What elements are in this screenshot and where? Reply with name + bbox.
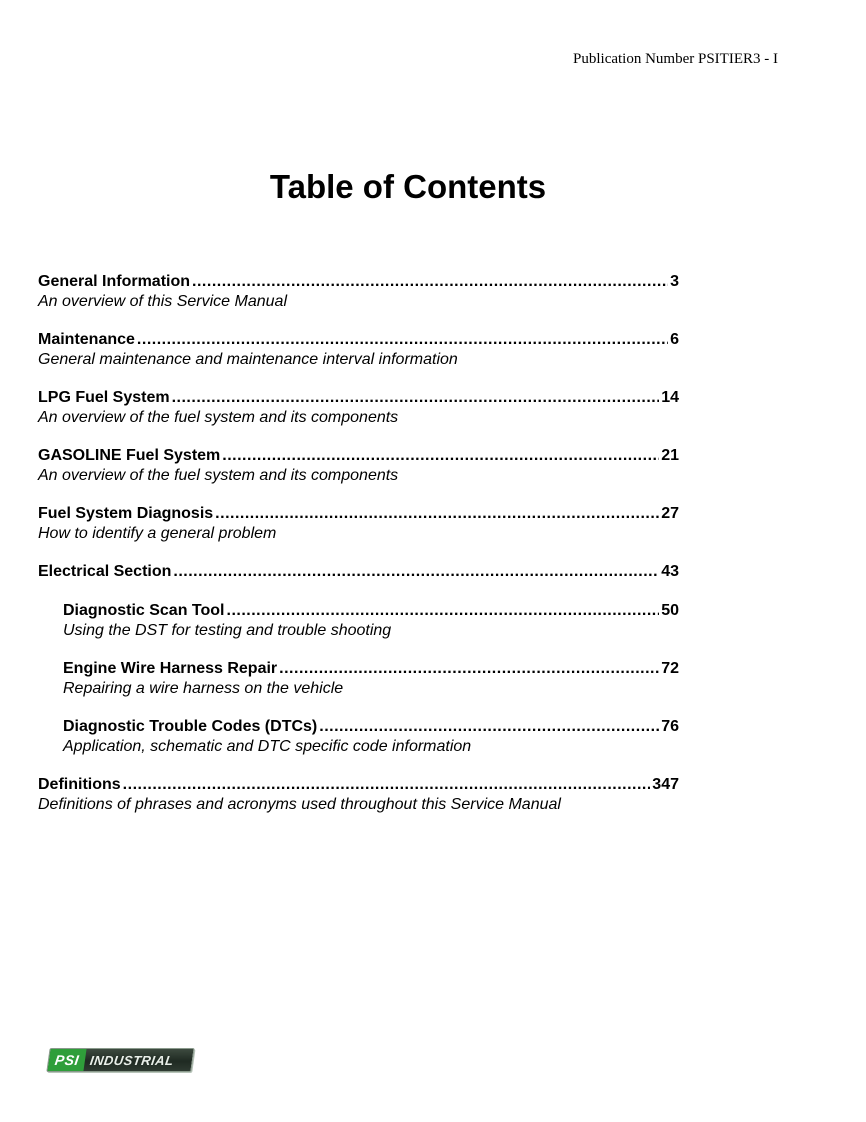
- dot-leader: [192, 272, 668, 292]
- toc-page-number: 43: [661, 563, 679, 580]
- toc-entry-description: Definitions of phrases and acronyms used throughout this Service Manual: [38, 796, 561, 813]
- toc-heading-line[interactable]: [63, 717, 679, 737]
- dot-leader: [222, 446, 659, 466]
- logo-industrial-text: INDUSTRIAL: [89, 1052, 175, 1068]
- toc-heading-line[interactable]: [63, 659, 679, 679]
- page-title: Table of Contents: [269, 168, 547, 205]
- toc-entry-title[interactable]: General Information: [38, 273, 191, 290]
- toc-heading-line[interactable]: [38, 775, 679, 795]
- toc-page-number: 347: [652, 776, 679, 793]
- toc-entry-maintenance: [38, 330, 679, 369]
- publication-number: Publication Number PSITIER3 - I: [573, 51, 778, 67]
- dot-leader: [173, 562, 659, 582]
- toc-heading-line[interactable]: [38, 504, 679, 524]
- toc-entry-diagnostic-scan-tool: [38, 601, 679, 640]
- toc-entry-definitions: [38, 775, 679, 814]
- dot-leader: [215, 504, 659, 524]
- toc-entry-description: Using the DST for testing and trouble shooting: [63, 622, 392, 639]
- psi-industrial-logo: [46, 1048, 194, 1072]
- toc-entry-gasoline-fuel-system: [38, 446, 679, 485]
- dot-leader: [123, 775, 651, 795]
- toc-heading-line[interactable]: [38, 272, 679, 292]
- toc-heading-line[interactable]: [38, 330, 679, 350]
- toc-page-number: 21: [661, 447, 679, 464]
- dot-leader: [227, 601, 660, 621]
- toc-entry-title[interactable]: Engine Wire Harness Repair: [63, 660, 278, 677]
- toc-entry-title[interactable]: Definitions: [38, 776, 121, 793]
- toc-entry-title[interactable]: Fuel System Diagnosis: [38, 505, 214, 522]
- toc-entry-description: An overview of the fuel system and its components: [38, 409, 399, 426]
- toc-page-number: 72: [661, 660, 679, 677]
- toc-heading-line[interactable]: [38, 388, 679, 408]
- toc-entry-engine-wire-harness-repair: [38, 659, 679, 698]
- toc-heading-line[interactable]: [38, 562, 679, 582]
- toc-entry-fuel-system-diagnosis: [38, 504, 679, 543]
- toc-entry-lpg-fuel-system: [38, 388, 679, 427]
- toc-page-number: 3: [670, 273, 679, 290]
- toc-page-number: 14: [661, 389, 679, 406]
- toc-entry-title[interactable]: Diagnostic Scan Tool: [63, 602, 225, 619]
- dot-leader: [319, 717, 659, 737]
- toc-entry-title[interactable]: Diagnostic Trouble Codes (DTCs): [63, 718, 318, 735]
- dot-leader: [137, 330, 668, 350]
- toc-entry-title[interactable]: LPG Fuel System: [38, 389, 170, 406]
- toc-entry-general-information: [38, 272, 679, 311]
- toc-entry-description: An overview of this Service Manual: [38, 293, 287, 310]
- toc-page-number: 50: [661, 602, 679, 619]
- toc-entry-description: Application, schematic and DTC specific code information: [63, 738, 472, 755]
- table-of-contents: [38, 272, 679, 833]
- toc-entry-title[interactable]: GASOLINE Fuel System: [38, 447, 221, 464]
- toc-page-number: 76: [661, 718, 679, 735]
- dot-leader: [172, 388, 660, 408]
- toc-entry-title[interactable]: Electrical Section: [38, 563, 172, 580]
- toc-entry-description: How to identify a general problem: [38, 525, 277, 542]
- logo-psi-text: PSI: [47, 1049, 86, 1071]
- toc-entry-description: General maintenance and maintenance interval information: [38, 351, 458, 368]
- toc-page-number: 27: [661, 505, 679, 522]
- toc-heading-line[interactable]: [63, 601, 679, 621]
- toc-page-number: 6: [670, 331, 679, 348]
- toc-heading-line[interactable]: [38, 446, 679, 466]
- toc-entry-diagnostic-trouble-codes: [38, 717, 679, 756]
- toc-entry-electrical-section: [38, 562, 679, 582]
- dot-leader: [279, 659, 659, 679]
- toc-entry-description: An overview of the fuel system and its components: [38, 467, 399, 484]
- toc-entry-title[interactable]: Maintenance: [38, 331, 135, 348]
- toc-entry-description: Repairing a wire harness on the vehicle: [63, 680, 344, 697]
